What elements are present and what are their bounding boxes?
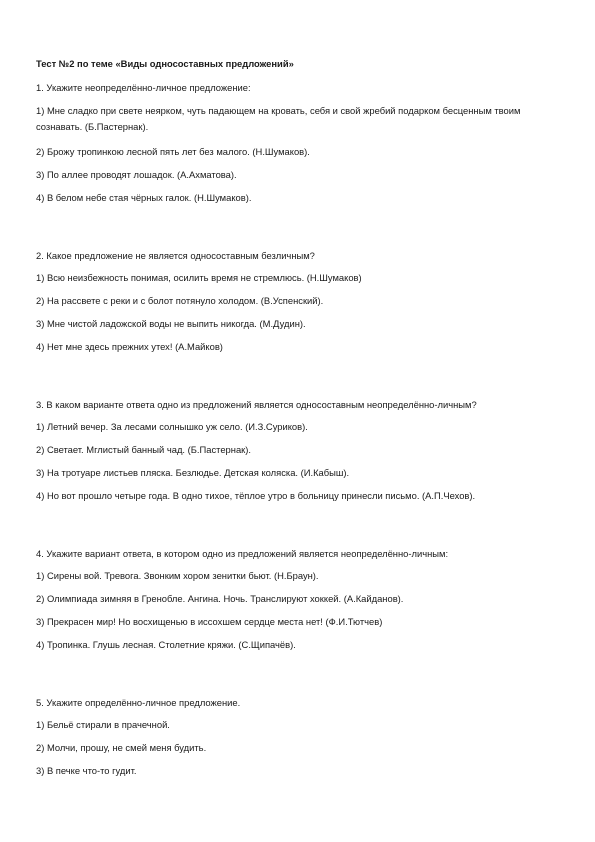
question-block-2: [36, 250, 566, 353]
question-1-text: 1. Укажите неопределённо-личное предложение:: [36, 82, 251, 93]
question-4-option-4: 4) Тропинка. Глушь лесная. Столетние кряжи. (С.Щипачёв).: [36, 639, 296, 650]
question-5-option-2: 2) Молчи, прошу, не смей меня будить.: [36, 742, 207, 753]
question-1-option-3: 3) По аллее проводят лошадок. (А.Ахматова).: [36, 169, 237, 180]
question-3-option-3: 3) На тротуаре листьев пляска. Безлюдье. Детская коляска. (И.Кабыш).: [36, 467, 350, 478]
question-3-option-4: 4) Но вот прошло четыре года. В одно тихое, тёплое утро в больницу принесли письмо. (А.П.Чехов).: [36, 490, 476, 501]
question-3-text: 3. В каком варианте ответа одно из предложений является односоставным неопределённо-личным?: [36, 399, 477, 410]
question-4-option-1: 1) Сирены вой. Тревога. Звонким хором зенитки бьют. (Н.Браун).: [36, 570, 319, 581]
question-2-option-3: 3) Мне чистой ладожской воды не выпить никогда. (М.Дудин).: [36, 318, 306, 329]
question-2-option-4: 4) Нет мне здесь прежних утех! (А.Майков): [36, 341, 223, 352]
test-title: Тест №2 по теме «Виды односоставных предложений»: [36, 58, 294, 69]
question-block-4: [36, 548, 566, 651]
question-2-option-2: 2) На рассвете с реки и с болот потянуло холодом. (В.Успенский).: [36, 295, 324, 306]
question-4-option-2: 2) Олимпиада зимняя в Гренобле. Ангина. Ночь. Транслируют хоккей. (А.Кайданов).: [36, 593, 404, 604]
question-3-option-1: 1) Летний вечер. За лесами солнышко уж село. (И.З.Суриков).: [36, 421, 308, 432]
question-3-option-2: 2) Светает. Мглистый банный чад. (Б.Пастернак).: [36, 444, 251, 455]
question-1-option-1: 1) Мне сладко при свете неярком, чуть падающем на кровать, себя и свой жребий подарком бесценным твоим сознавать. (Б.Пастернак).: [36, 105, 521, 132]
question-block-5: [36, 697, 566, 777]
question-5-option-3: 3) В печке что-то гудит.: [36, 765, 137, 776]
question-1-option-4: 4) В белом небе стая чёрных галок. (Н.Шумаков).: [36, 192, 252, 203]
question-2-text: 2. Какое предложение не является односоставным безличным?: [36, 250, 315, 261]
document-page: [36, 58, 566, 787]
question-block-3: [36, 399, 566, 502]
question-1-option-2: 2) Брожу тропинкою лесной пять лет без малого. (Н.Шумаков).: [36, 146, 310, 157]
question-block-1: [36, 82, 566, 204]
question-4-text: 4. Укажите вариант ответа, в котором одно из предложений является неопределённо-личным:: [36, 548, 449, 559]
question-2-option-1: 1) Всю неизбежность понимая, осилить время не стремлюсь. (Н.Шумаков): [36, 272, 362, 283]
question-5-text: 5. Укажите определённо-личное предложение.: [36, 697, 241, 708]
question-5-option-1: 1) Бельё стирали в прачечной.: [36, 719, 170, 730]
question-4-option-3: 3) Прекрасен мир! Но восхищенью в иссохшем сердце места нет! (Ф.И.Тютчев): [36, 616, 383, 627]
